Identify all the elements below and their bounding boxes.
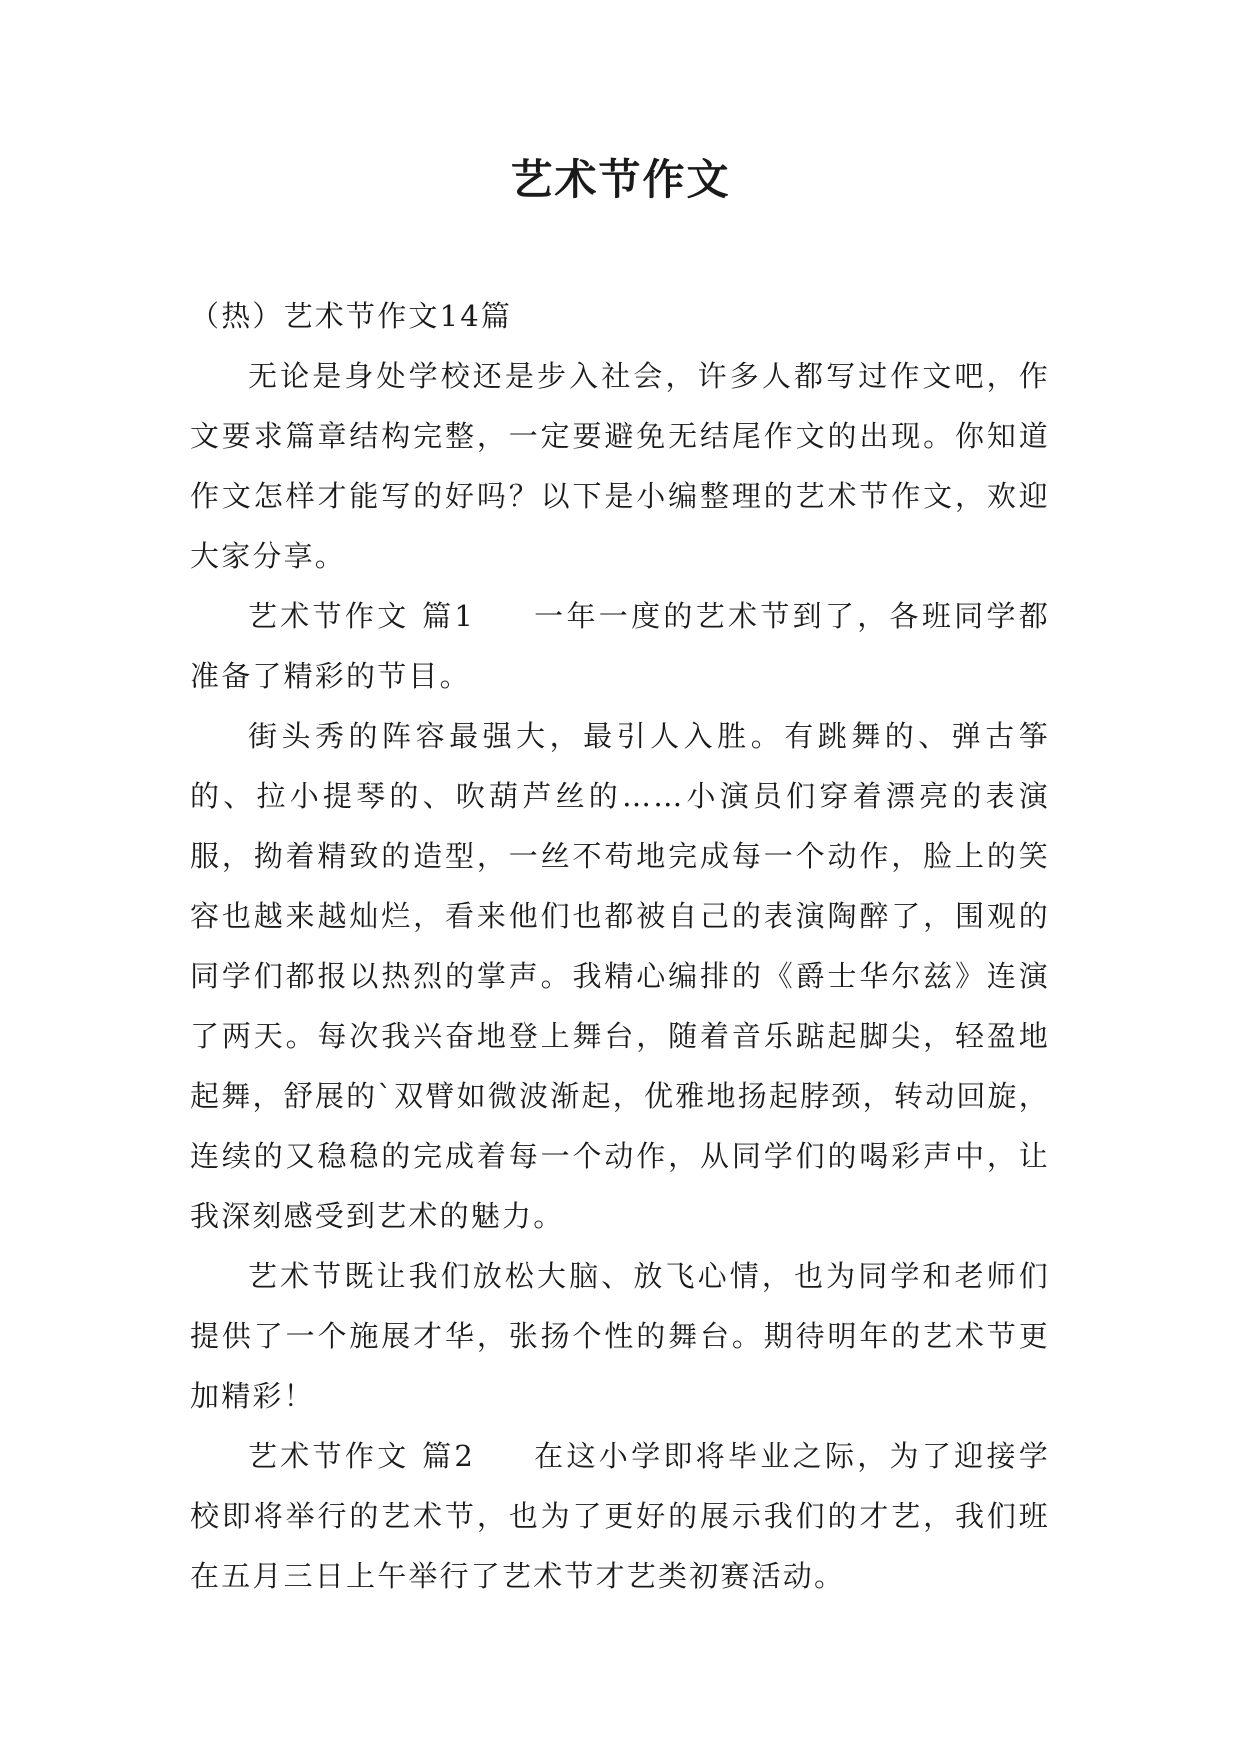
essay-1-paragraph-2: 艺术节既让我们放松大脑、放飞心情，也为同学和老师们提供了一个施展才华，张扬个性的舞台。期待明年的艺术节更加精彩！: [190, 1259, 1050, 1413]
essay-2-heading: 艺术节作文 篇2: [248, 1439, 476, 1473]
essay-1-heading: 艺术节作文 篇1: [248, 599, 476, 633]
essay-2-lead: 在这小学即将毕业之际，为了迎接学校即将举行的艺术节，也为了更好的展示我们的才艺，我们班在五月三日上午举行了艺术节才艺类初赛活动。: [190, 1439, 1050, 1593]
essay-1-paragraph-1: 街头秀的阵容最强大，最引人入胜。有跳舞的、弹古筝的、拉小提琴的、吹葫芦丝的……小演员们穿着漂亮的表演服，拗着精致的造型，一丝不苟地完成每一个动作，脸上的笑容也越来越灿烂，看来他们也都被自己的表演陶醉了，围观的同学们都报以热烈的掌声。我精心编排的《爵士华尔兹》连演了两天。每次我兴奋地登上舞台，随着音乐踮起脚尖，轻盈地起舞，舒展的`双臂如微波渐起，优雅地扬起脖颈，转动回旋，连续的又稳稳的完成着每一个动作，从同学们的喝彩声中，让我深刻感受到艺术的魅力。: [190, 719, 1050, 1233]
essay-1-lead: 一年一度的艺术节到了，各班同学都准备了精彩的节目。: [190, 599, 1050, 693]
document-title: 艺术节作文: [510, 155, 731, 204]
essay-1-heading-paragraph: [190, 586, 1050, 706]
document-subtitle: （热）艺术节作文14篇: [190, 299, 513, 333]
intro-paragraph: 无论是身处学校还是步入社会，许多人都写过作文吧，作文要求篇章结构完整，一定要避免无结尾作文的出现。你知道作文怎样才能写的好吗？以下是小编整理的艺术节作文，欢迎大家分享。: [190, 359, 1050, 573]
essay-2-heading-paragraph: [190, 1426, 1050, 1606]
document-body: [190, 286, 1050, 1606]
